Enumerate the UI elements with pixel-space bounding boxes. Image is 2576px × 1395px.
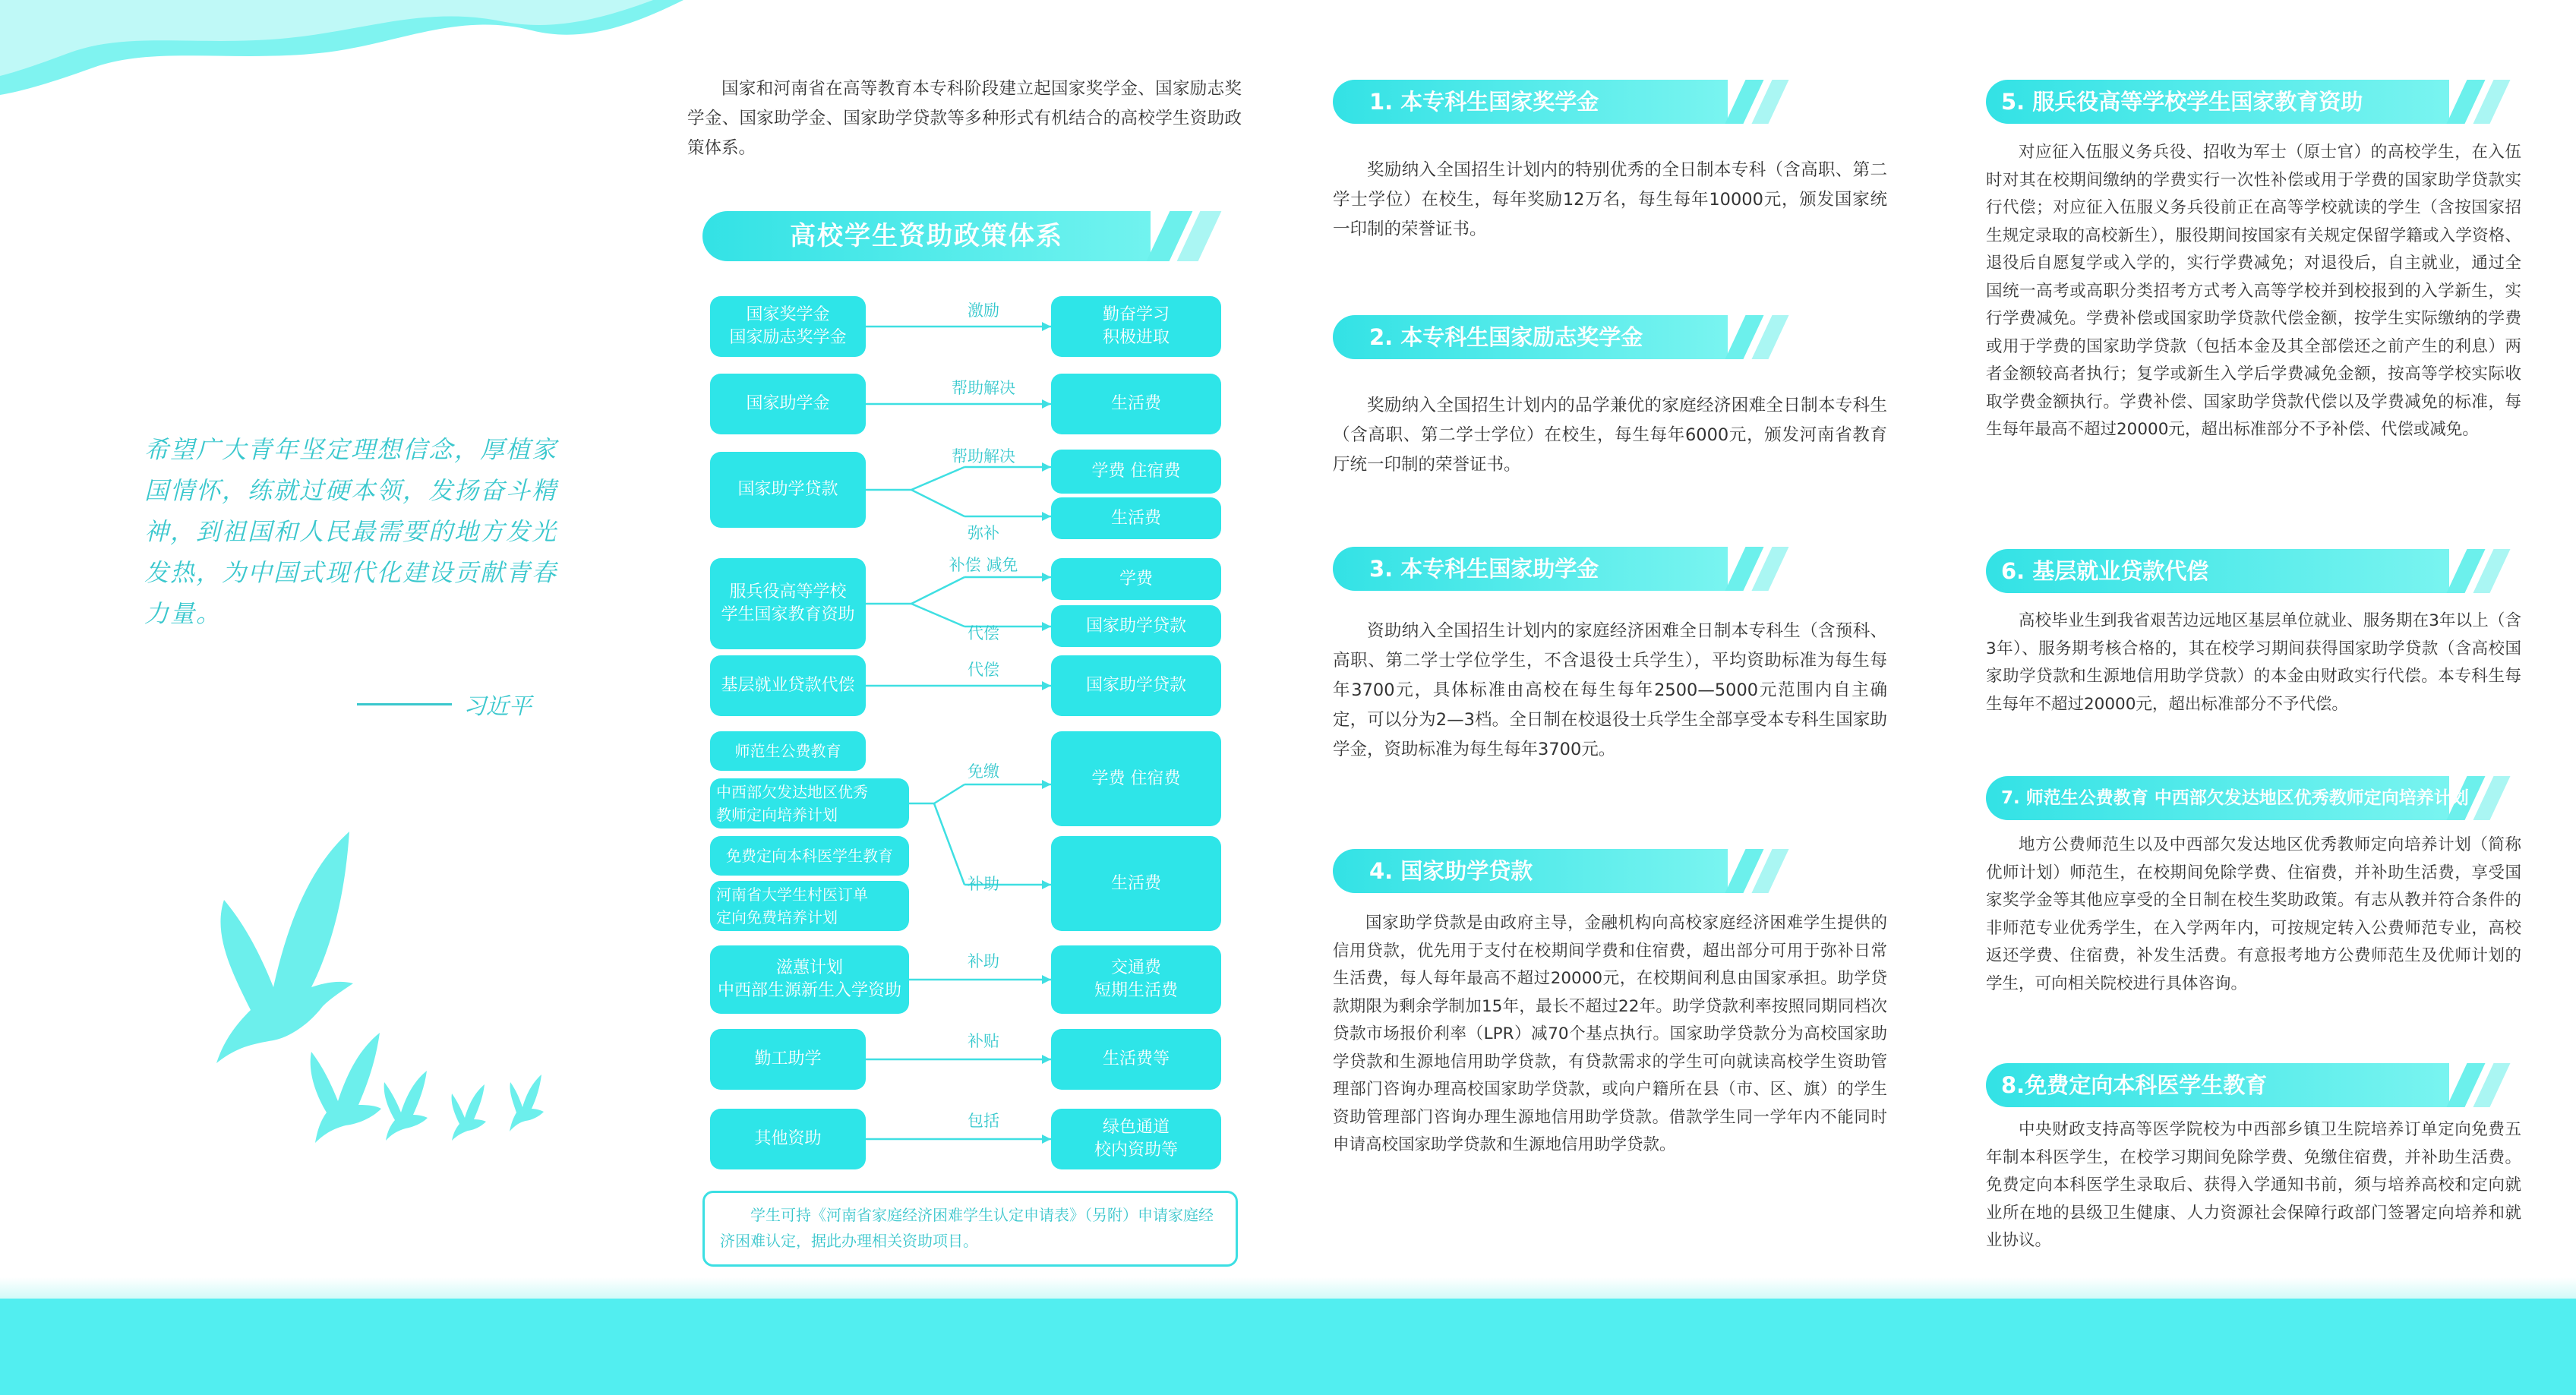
flow-node-normal-student: 师范生公费教育	[710, 731, 866, 771]
quote-author-name: 习近平	[463, 693, 532, 720]
section-3-body: 资助纳入全国招生计划内的家庭经济困难全日制本专科生（含预科、高职、第二学士学位学生，不含退役士兵学生），平均资助标准为每生每年3700元，具体标准由高校在每生每年2500—5000元范围内自主确定，可以分为2—3档。全日制在校退役士兵学生全部享受本专科生国家助学金，资助标准为每生每年3700元。	[1333, 621, 1887, 759]
section-4-title: 4. 国家助学贷款	[1369, 858, 1533, 884]
section-5-body: 对应征入伍服义务兵役、招收为军士（原士官）的高校学生，在入伍时对其在校期间缴纳的学费实行一次性补偿或用于学费的国家助学贷款实行代偿；对应征入伍服义务兵役前正在高等学校就读的学生（含按国家招生规定录取的高校新生），服役期间按国家有关规定保留学籍或入学资格、退役后自愿复学或入学的，实行学费减免；对退役后，自主就业，通过全国统一高考或高职分类招考方式考入高等学校并到校报到的入学新生，实行学费减免。学费补偿或国家助学贷款代偿金额，按学生实际缴纳的学费或用于学费的国家助学贷款（包括本金及其全部偿还之前产生的利息）两者金额较高者执行；复学或新生入学后学费减免金额，按高等学校实际收取学费金额执行。学费补偿、国家助学贷款代偿以及学费减免的标准，每生每年最高不超过20000元，超出标准部分不予补偿、代偿或减免。	[1986, 143, 2521, 439]
section-2-title: 2. 本专科生国家励志奖学金	[1369, 324, 1643, 350]
flow-node-work-study: 勤工助学	[710, 1029, 866, 1090]
flow-outcome-living-cost-etc: 生活费等	[1051, 1029, 1221, 1090]
flow-edge-label: 免缴	[968, 762, 999, 781]
flow-edge-label: 补助	[968, 952, 999, 971]
flow-outcome-living-cost: 生活费	[1051, 497, 1221, 539]
flow-edge-label: 帮助解决	[952, 447, 1015, 466]
flow-edge-label: 补偿 减免	[949, 556, 1018, 574]
flow-outcome-tuition-lodging: 学费 住宿费	[1051, 731, 1221, 826]
flow-outcome-transport: 交通费 短期生活费	[1051, 945, 1221, 1014]
section-7-title: 7. 师范生公费教育 中西部欠发达地区优秀教师定向培养计划	[2001, 788, 2469, 808]
section-6-title: 6. 基层就业贷款代偿	[2001, 558, 2209, 584]
section-1-title-banner	[1333, 80, 1788, 124]
flow-edge-label: 包括	[968, 1112, 999, 1130]
section-4-title-banner	[1333, 849, 1788, 893]
intro-text: 国家和河南省在高等教育本专科阶段建立起国家奖学金、国家励志奖学金、国家助学金、国家助学贷款等多种形式有机结合的高校学生资助政策体系。	[687, 79, 1242, 158]
section-5-title-banner	[1986, 80, 2518, 124]
section-1-body: 奖励纳入全国招生计划内的特别优秀的全日制本专科（含高职、第二学士学位）在校生，每年奖励12万名，每生每年10000元，颁发国家统一印制的荣誉证书。	[1333, 160, 1887, 239]
section-4-body: 国家助学贷款是由政府主导，金融机构向高校家庭经济困难学生提供的信用贷款，优先用于支付在校期间学费和住宿费，超出部分可用于弥补日常生活费，每人每年最高不超过20000元，在校期间利息由国家承担。助学贷款期限为剩余学制加15年，最长不超过22年。助学贷款利率按照同期同档次贷款市场报价利率（LPR）减70个基点执行。国家助学贷款分为高校国家助学贷款和生源地信用助学贷款，有贷款需求的学生可向就读高校学生资助管理部门咨询办理高校国家助学贷款，或向户籍所在县（市、区、旗）的学生资助管理部门咨询办理生源地信用助学贷款。借款学生同一学年内不能同时申请高校国家助学贷款和生源地信用助学贷款。	[1333, 914, 1887, 1154]
flow-outcome-study-hard: 勤奋学习 积极进取	[1051, 296, 1221, 357]
flow-note: 学生可持《河南省家庭经济困难学生认定申请表》（另附）申请家庭经济困难认定，据此办理相关资助项目。	[702, 1191, 1238, 1267]
section-7-body: 地方公费师范生以及中西部欠发达地区优秀教师定向培养计划（简称优师计划）师范生，在校期间免除学费、住宿费，并补助生活费，享受国家奖学金等其他应享受的全日制在校生奖助政策。有志从教并符合条件的非师范专业优秀学生，在入学两年内，可按规定转入公费师范专业，高校返还学费、住宿费，补发生活费。有意报考地方公费师范生及优师计划的学生，可向相关院校进行具体咨询。	[1986, 835, 2521, 993]
flow-edge-label: 激励	[968, 301, 999, 320]
flow-node-zihui-plan: 滋蕙计划 中西部生源新生入学资助	[710, 945, 909, 1014]
flow-edge-label: 补贴	[968, 1032, 999, 1050]
flow-outcome-student-loan: 国家助学贷款	[1051, 605, 1221, 647]
flow-node-scholarship: 国家奖学金 国家励志奖学金	[710, 296, 866, 357]
flow-node-teacher-plan: 中西部欠发达地区优秀 教师定向培养计划	[710, 778, 909, 828]
section-6-body: 高校毕业生到我省艰苦边远地区基层单位就业、服务期在3年以上（含3年）、服务期考核合格的，其在校学习期间获得国家助学贷款（含高校国家助学贷款和生源地信用助学贷款）的本金由财政实行代偿。本专科生每生每年不超过20000元，超出标准部分不予代偿。	[1986, 611, 2521, 714]
policy-title: 高校学生资助政策体系	[790, 221, 1063, 251]
flow-outcome-living-cost: 生活费	[1051, 836, 1221, 931]
section-3-title-banner	[1333, 547, 1788, 591]
flow-node-other-aid: 其他资助	[710, 1109, 866, 1169]
flow-node-village-doctor: 河南省大学生村医订单 定向免费培养计划	[710, 881, 909, 931]
section-2-body: 奖励纳入全国招生计划内的品学兼优的家庭经济困难全日制本专科生（含高职、第二学士学位）在校生，每生每年6000元，颁发河南省教育厅统一印制的荣誉证书。	[1333, 396, 1887, 475]
section-7-title-banner	[1986, 776, 2518, 820]
flow-outcome-student-loan: 国家助学贷款	[1051, 655, 1221, 716]
flow-edge-label: 代偿	[968, 661, 999, 679]
section-6-title-banner	[1986, 549, 2518, 593]
section-8-title-banner	[1986, 1063, 2518, 1107]
section-8-body: 中央财政支持高等医学院校为中西部乡镇卫生院培养订单定向免费五年制本科医学生，在校学习期间免除学费、免缴住宿费，并补助生活费。免费定向本科医学生录取后、获得入学通知书前，须与培养高校和定向就业所在地的县级卫生健康、人力资源社会保障行政部门签署定向培养和就业协议。	[1986, 1120, 2521, 1250]
section-1-title: 1. 本专科生国家奖学金	[1369, 89, 1599, 115]
flow-node-student-loan: 国家助学贷款	[710, 452, 866, 528]
section-8-title: 8.免费定向本科医学生教育	[2001, 1072, 2268, 1098]
bottom-band	[0, 1299, 2576, 1395]
section-2-title-banner	[1333, 315, 1788, 359]
flow-outcome-tuition-lodging: 学费 住宿费	[1051, 450, 1221, 494]
flow-edge-label: 弥补	[968, 524, 999, 542]
flow-node-medical-student: 免费定向本科医学生教育	[710, 836, 909, 876]
flow-edge-label: 补助	[968, 875, 999, 893]
flow-node-grant: 国家助学金	[710, 374, 866, 434]
flow-outcome-tuition: 学费	[1051, 558, 1221, 600]
section-5-title: 5. 服兵役高等学校学生国家教育资助	[2001, 89, 2363, 115]
flow-edge-label: 帮助解决	[952, 379, 1015, 397]
quote-text: 希望广大青年坚定理想信念，厚植家国情怀，练就过硬本领，发扬奋斗精神，到祖国和人民最需要的地方发光发热，为中国式现代化建设贡献青春力量。	[144, 435, 558, 628]
section-3-title: 3. 本专科生国家助学金	[1369, 556, 1599, 582]
flow-node-military-aid: 服兵役高等学校 学生国家教育资助	[710, 558, 866, 649]
flow-edge-label: 代偿	[968, 624, 999, 642]
flow-node-grassroots-loan: 基层就业贷款代偿	[710, 655, 866, 716]
flow-outcome-living-cost: 生活费	[1051, 374, 1221, 434]
flow-outcome-green-channel: 绿色通道 校内资助等	[1051, 1109, 1221, 1169]
